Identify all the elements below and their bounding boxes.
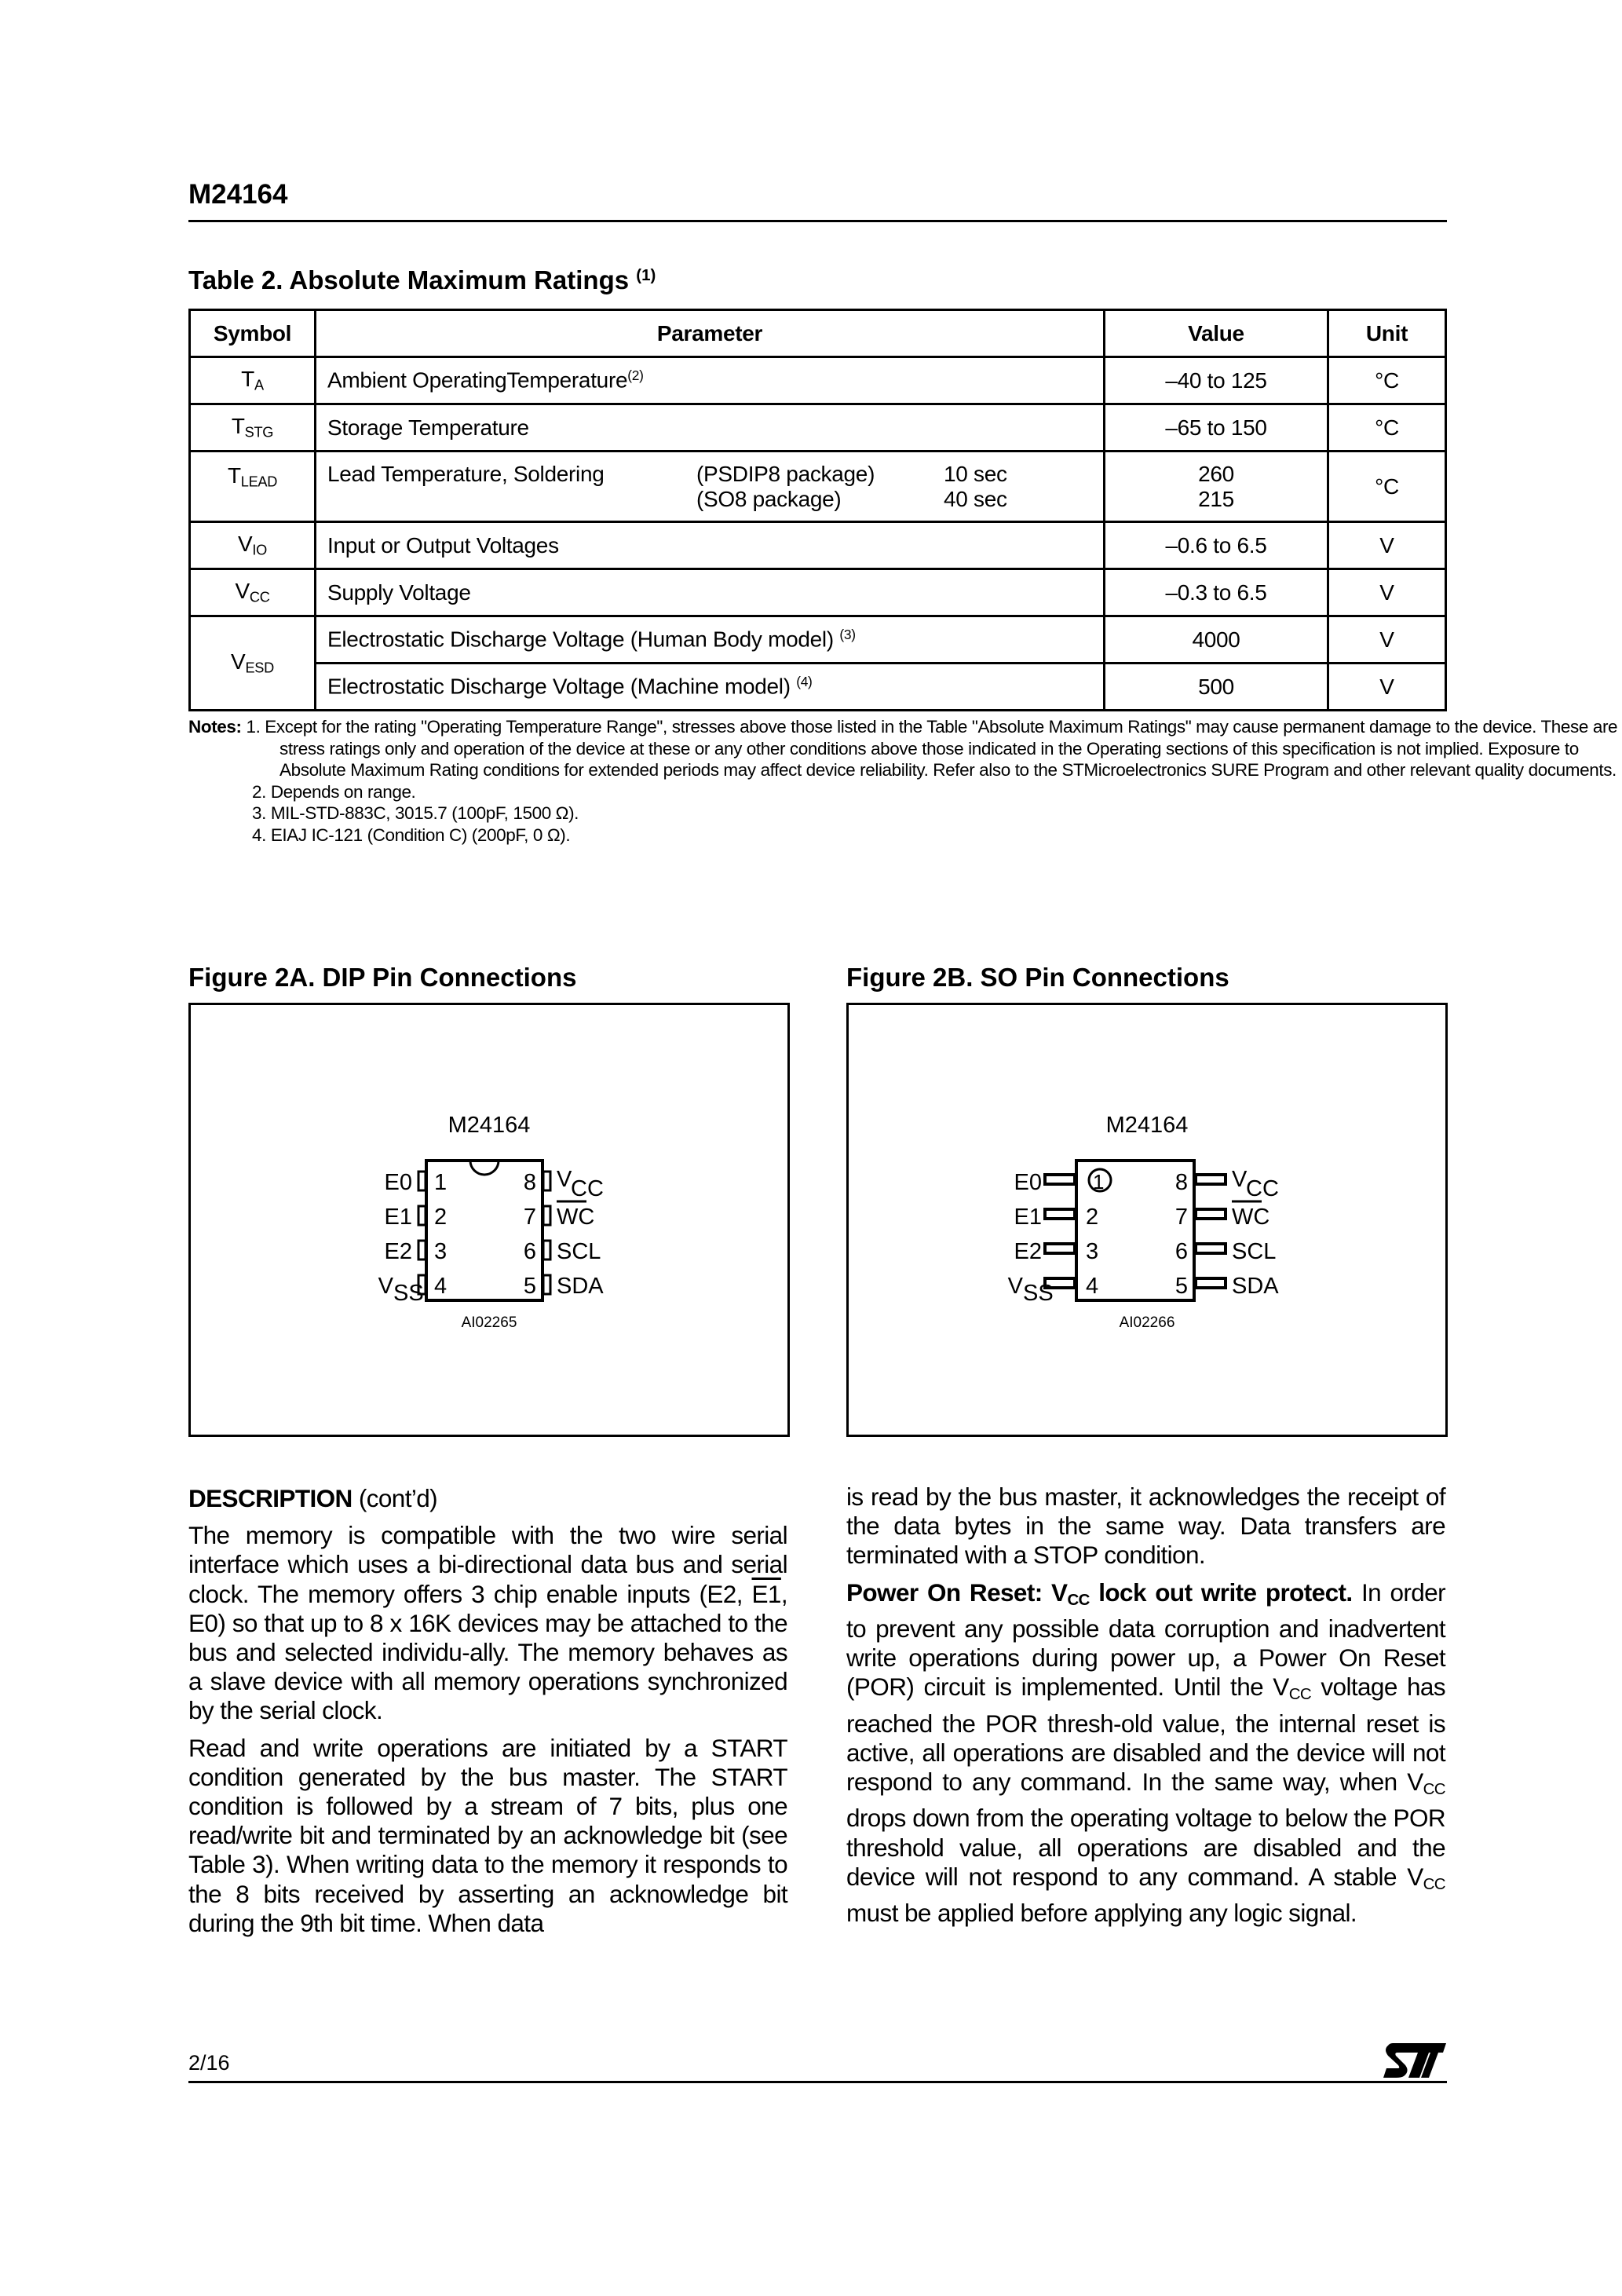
unit-cell: °C — [1328, 404, 1446, 452]
svg-text:5: 5 — [1174, 1274, 1188, 1299]
parameter-cell: Supply Voltage — [316, 569, 1105, 616]
value-cell: 500 — [1105, 664, 1328, 711]
header-symbol: Symbol — [190, 310, 316, 357]
figure-2a-title: Figure 2A. DIP Pin Connections — [188, 963, 577, 992]
table-notes — [188, 716, 1622, 846]
parameter-cell: Electrostatic Discharge Voltage (Human Body model) $^{(3)}$ — [316, 616, 1105, 664]
note-2: 2. Depends on range. — [252, 781, 416, 802]
chip-label: M24164 — [448, 1113, 531, 1138]
svg-text:E0: E0 — [384, 1170, 412, 1195]
svg-text:2: 2 — [1086, 1205, 1099, 1230]
svg-text:SS: SS — [1023, 1281, 1054, 1306]
svg-text:8: 8 — [1174, 1170, 1188, 1195]
note-4: 4. EIAJ IC-121 (Condition C) (200pF, 0 Ω). — [252, 824, 571, 845]
value-cell: 4000 — [1105, 616, 1328, 664]
symbol-cell: $T_A$ — [190, 357, 316, 404]
notch-icon — [470, 1161, 499, 1175]
symbol-cell: $V_{CC}$ — [190, 569, 316, 616]
power-on-reset-paragraph: Power On Reset: $V_{CC}$ lock out write protect. In order to prevent any possible data corruption and inadvertent write operations during power up, a Power On Reset (POR) circuit is implemented. Until the $V_{CC}$ voltage has reached the POR thresh-old value, the internal reset is active, all operations are disabled and the device will not respond to any command. In the same way, when $V_{CC}$ drops down from the operating voltage to below the POR threshold value, all operations are disabled and the device will not respond to any command. A stable $V_{CC}$ must be applied before applying any logic signal. — [846, 1578, 1445, 1928]
value-cell: –40 to 125 — [1105, 357, 1328, 404]
svg-text:SDA: SDA — [557, 1274, 604, 1299]
parameter-cell: Storage Temperature — [316, 404, 1105, 452]
svg-text:E1: E1 — [384, 1205, 412, 1230]
svg-text:CC: CC — [1246, 1176, 1279, 1201]
svg-text:6: 6 — [1174, 1239, 1188, 1264]
svg-text:4: 4 — [434, 1274, 448, 1299]
svg-text:E0: E0 — [1014, 1170, 1042, 1195]
st-logo-icon — [1382, 2042, 1448, 2079]
figure-2b-title: Figure 2B. SO Pin Connections — [846, 963, 1229, 992]
unit-cell: V — [1328, 664, 1446, 711]
svg-text:8: 8 — [523, 1170, 536, 1195]
unit-cell: °C — [1328, 452, 1446, 522]
description-left-column — [188, 1484, 787, 1946]
svg-text:5: 5 — [523, 1274, 536, 1299]
svg-text:E1: E1 — [1014, 1205, 1042, 1230]
so-pin-diagram — [846, 1003, 1448, 1437]
symbol-cell: $V_{IO}$ — [190, 522, 316, 569]
table-row — [190, 569, 1446, 616]
table-row — [190, 616, 1446, 664]
svg-text:WC: WC — [557, 1205, 595, 1230]
symbol-cell: $T_{LEAD}$ — [190, 452, 316, 522]
svg-text:1: 1 — [434, 1170, 448, 1195]
symbol-cell: $V_{ESD}$ — [190, 616, 316, 711]
svg-text:7: 7 — [523, 1205, 536, 1230]
svg-text:WC: WC — [1232, 1205, 1270, 1230]
so-package-drawing — [849, 1005, 1445, 1435]
note-1: Notes: 1. Except for the rating "Operating Temperature Range", stresses above those listed in the Table "Absolute Maximum Ratings" may cause permanent damage to the device. These are stress ratings only and operation of the device at these or any other conditions above those indicated in the Operating sections of this specification is not implied. Exposure to Absolute Maximum Rating conditions for extended periods may affect device reliability. Refer also to the STMicroelectronics SURE Program and other relevant quality documents. — [188, 717, 1618, 780]
footer-rule — [188, 2081, 1447, 2083]
parameter-cell: Electrostatic Discharge Voltage (Machine model) $^{(4)}$ — [316, 664, 1105, 711]
package-list: (PSDIP8 package) (SO8 package) — [696, 462, 875, 511]
table-row — [190, 357, 1446, 404]
table-row — [190, 522, 1446, 569]
value-cell: –0.6 to 6.5 — [1105, 522, 1328, 569]
description-paragraph-2: Read and write operations are initiated by a START condition generated by the bus master. The START condition is followed by a stream of 7 bits, plus one read/write bit and terminated by an acknowledge bit (see Table 3). When writing data to the memory it responds to the 8 bits received by asserting an acknowledge bit during the 9th bit time. When data — [188, 1733, 787, 1937]
svg-text:3: 3 — [434, 1239, 448, 1264]
svg-text:SCL: SCL — [557, 1239, 601, 1264]
table-row — [190, 664, 1446, 711]
unit-cell: °C — [1328, 357, 1446, 404]
table-title: Table 2. Absolute Maximum Ratings $^{(1)}$ — [188, 265, 656, 294]
svg-text:7: 7 — [1174, 1205, 1188, 1230]
svg-text:E2: E2 — [384, 1239, 412, 1264]
value-cell: 260 215 — [1105, 452, 1328, 522]
figure-code: AI02266 — [1119, 1314, 1175, 1331]
header-value: Value — [1105, 310, 1328, 357]
table-row — [190, 452, 1446, 522]
description-right-column — [846, 1483, 1445, 1936]
header-unit: Unit — [1328, 310, 1446, 357]
lead-temperature-detail — [327, 462, 1092, 512]
dip-pin-diagram — [188, 1003, 790, 1437]
lead-param-label: Lead Temperature, Soldering — [327, 462, 605, 486]
svg-text:V: V — [1232, 1167, 1248, 1192]
svg-text:V: V — [378, 1274, 393, 1299]
dip-package-drawing — [191, 1005, 787, 1435]
value-cell: –0.3 to 6.5 — [1105, 569, 1328, 616]
parameter-cell — [316, 452, 1105, 522]
value-cell: –65 to 150 — [1105, 404, 1328, 452]
page-number: 2/16 — [188, 2051, 230, 2075]
description-heading: DESCRIPTION (cont’d) — [188, 1484, 438, 1512]
parameter-cell: Input or Output Voltages — [316, 522, 1105, 569]
svg-text:SDA: SDA — [1232, 1274, 1279, 1299]
svg-text:SCL: SCL — [1232, 1239, 1277, 1264]
svg-text:2: 2 — [434, 1205, 448, 1230]
svg-text:CC: CC — [571, 1176, 604, 1201]
table-header-row — [190, 310, 1446, 357]
document-part-number: M24164 — [188, 179, 288, 210]
svg-text:1: 1 — [1093, 1170, 1105, 1194]
header-rule — [188, 220, 1447, 222]
note-3: 3. MIL-STD-883C, 3015.7 (100pF, 1500 Ω). — [252, 803, 579, 823]
svg-text:3: 3 — [1086, 1239, 1099, 1264]
svg-text:V: V — [557, 1167, 572, 1192]
header-parameter: Parameter — [316, 310, 1105, 357]
absolute-maximum-ratings-table — [188, 309, 1447, 711]
svg-text:4: 4 — [1086, 1274, 1099, 1299]
svg-text:E2: E2 — [1014, 1239, 1042, 1264]
unit-cell: V — [1328, 616, 1446, 664]
description-paragraph-3: is read by the bus master, it acknowledges the receipt of the data bytes in the same way. Data transfers are terminated with a STOP condition. — [846, 1483, 1445, 1570]
time-list: 10 sec 40 sec — [944, 462, 1007, 511]
svg-text:6: 6 — [523, 1239, 536, 1264]
unit-cell: V — [1328, 569, 1446, 616]
description-paragraph-1: The memory is compatible with the two wire serial interface which uses a bi-directional data bus and serial clock. The memory offers 3 chip enable inputs (E2, E1, E0) so that up to 8 x 16K devices may be attached to the bus and selected individu-ally. The memory behaves as a slave device with all memory operations synchronized by the serial clock. — [188, 1521, 787, 1725]
table-row — [190, 404, 1446, 452]
figure-code: AI02265 — [461, 1314, 517, 1331]
svg-text:SS: SS — [393, 1281, 424, 1306]
symbol-cell: $T_{STG}$ — [190, 404, 316, 452]
svg-text:V: V — [1007, 1274, 1023, 1299]
unit-cell: V — [1328, 522, 1446, 569]
parameter-cell: Ambient OperatingTemperature$^{(2)}$ — [316, 357, 1105, 404]
chip-label: M24164 — [1105, 1113, 1189, 1138]
